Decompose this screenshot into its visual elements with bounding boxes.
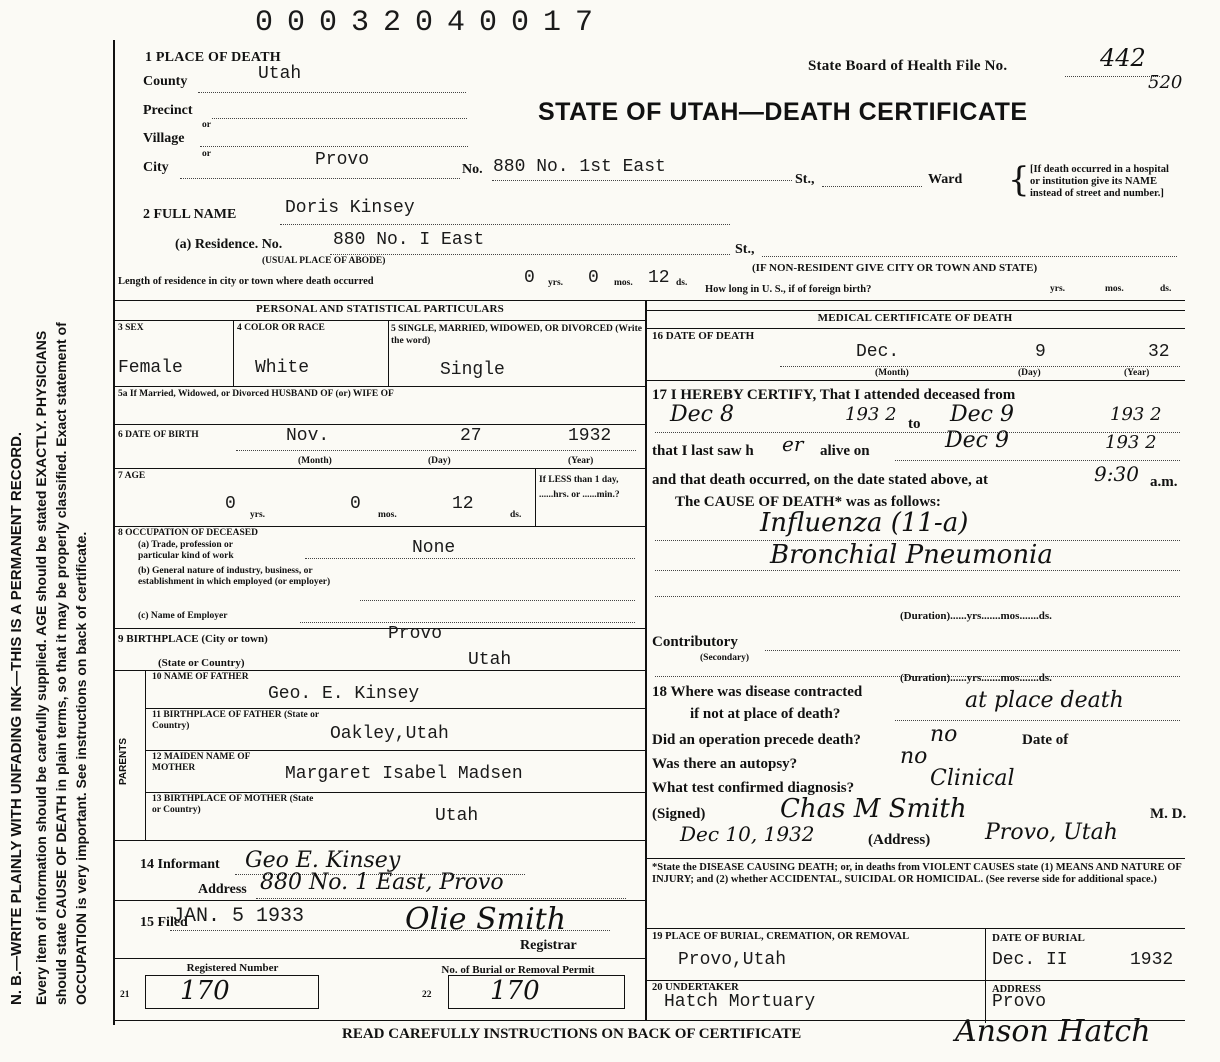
board-file-label: State Board of Health File No.: [808, 58, 1008, 74]
birthplace-state: Utah: [468, 650, 512, 670]
filed-value: JAN. 5 1933: [172, 905, 305, 928]
cause-1: Influenza (11-a): [760, 508, 969, 538]
sex-label: 3 SEX: [118, 323, 144, 333]
signed-label: (Signed): [652, 806, 706, 822]
undertaker-label: 20 UNDERTAKER: [652, 982, 739, 993]
dob-label: 6 DATE OF BIRTH: [118, 430, 199, 440]
full-name-label: 2 FULL NAME: [143, 207, 237, 222]
secondary-label: (Secondary): [700, 653, 750, 663]
side-instructions-3: should state CAUSE OF DEATH in plain terms, so that it may be properly classified. Exact statement of: [53, 322, 69, 1005]
registered-number-box: [145, 975, 319, 1009]
res-st-label: St.,: [735, 242, 755, 257]
father-birthplace-value: Oakley,Utah: [330, 724, 449, 744]
hospital-note: [If death occurred in a hospital or institution give its NAME instead of street and number.]: [1030, 164, 1169, 199]
undertaker-address-label: ADDRESS: [992, 984, 1042, 995]
duration-1: (Duration)......yrs.......mos.......ds.: [900, 610, 1052, 622]
age-mos-value: 0: [350, 494, 361, 514]
mother-label: 12 MAIDEN NAME OF MOTHER: [152, 752, 251, 773]
mother-birthplace-value: Utah: [435, 806, 479, 826]
personal-heading: PERSONAL AND STATISTICAL PARTICULARS: [256, 303, 504, 315]
parents-label: PARENTS: [118, 737, 129, 785]
age-label: 7 AGE: [118, 471, 146, 481]
cause-footnote: *State the DISEASE CAUSING DEATH; or, in deaths from VIOLENT CAUSES state (1) MEANS AND NATURE OF INJURY; and (2) whether ACCIDENTAL, SUICIDAL OR HOMICIDAL. (See reverse side for additional space.): [652, 862, 1182, 885]
ward-label: Ward: [928, 172, 963, 187]
dob-month-caption: (Month): [298, 456, 332, 466]
last-saw-her: er: [782, 432, 804, 456]
death-year: 32: [1148, 342, 1170, 362]
length-of-residence-label: Length of residence in city or town where death occurred: [118, 276, 374, 287]
dob-year-caption: (Year): [568, 456, 594, 466]
occupation-a-label: (a) Trade, profession or particular kind of work: [138, 540, 234, 561]
death-day-caption: (Day): [1018, 368, 1041, 378]
precinct-label: Precinct: [143, 103, 193, 118]
cause-label: The CAUSE OF DEATH* was as follows:: [675, 494, 941, 510]
street-no-label: No.: [462, 162, 483, 177]
side-instructions-2: Every item of information should be carefully supplied. AGE should be stated EXACTLY. PHYSICIANS: [33, 330, 49, 1005]
res-ds-value: 12: [648, 268, 670, 288]
us-yrs-label: yrs.: [1050, 284, 1066, 294]
attended-from: Dec 8: [670, 402, 734, 427]
q18-answer: at place death: [965, 688, 1124, 713]
burial-year-value: 1932: [1130, 950, 1174, 970]
number-22: 22: [422, 990, 432, 1000]
dob-day-caption: (Day): [428, 456, 451, 466]
am-label: a.m.: [1150, 474, 1178, 490]
burial-permit-label: No. of Burial or Removal Permit: [441, 964, 595, 976]
occupation-b-label: (b) General nature of industry, business, or establishment in which employed (or employer): [138, 566, 331, 587]
usual-abode-label: (USUAL PLACE OF ABODE): [262, 256, 386, 266]
frame-left: [113, 40, 115, 1025]
last-saw-label: that I last saw h: [652, 443, 754, 459]
village-label: Village: [143, 131, 185, 146]
physician-address: Provo, Utah: [985, 820, 1118, 845]
father-value: Geo. E. Kinsey: [268, 684, 420, 704]
residence-value: 880 No. I East: [333, 230, 485, 250]
alive-on-label: alive on: [820, 443, 870, 459]
brace-icon: {: [1008, 160, 1030, 200]
residence-label: (a) Residence. No.: [175, 237, 283, 252]
registrar-signature: Olie Smith: [405, 902, 567, 937]
md-label: M. D.: [1150, 806, 1187, 822]
res-mos-value: 0: [588, 268, 599, 288]
date-of-death-label: 16 DATE OF DEATH: [652, 330, 755, 342]
color-label: 4 COLOR OR RACE: [237, 323, 325, 333]
birthplace-city: Provo: [388, 624, 443, 644]
operation-label: Did an operation precede death?: [652, 732, 861, 748]
sex-value: Female: [118, 358, 183, 378]
informant-address-label: Address: [198, 882, 247, 897]
birthplace-label: 9 BIRTHPLACE (City or town): [118, 633, 268, 645]
death-month: Dec.: [856, 342, 900, 362]
age-yrs-value: 0: [225, 494, 236, 514]
burial-date-label: DATE OF BURIAL: [992, 932, 1085, 944]
informant-label: 14 Informant: [140, 857, 220, 872]
nonresident-label: (IF NON-RESIDENT GIVE CITY OR TOWN AND STATE): [752, 262, 1038, 274]
age-yrs-label: yrs.: [250, 510, 266, 520]
father-birthplace-label: 11 BIRTHPLACE OF FATHER (State or Country): [152, 710, 319, 731]
side-instructions-4: OCCUPATION is very important. See instructions on back of certificate.: [73, 531, 89, 1005]
us-ds-label: ds.: [1160, 284, 1172, 294]
undertaker-address-value: Provo: [992, 992, 1047, 1012]
attended-to: Dec 9: [950, 402, 1014, 427]
informant-address-value: 880 No. 1 East, Provo: [260, 870, 504, 895]
to-label: to: [908, 416, 921, 432]
city-label: City: [143, 160, 169, 175]
burial-date-value: Dec. II: [992, 950, 1068, 970]
marital-label: 5 SINGLE, MARRIED, WIDOWED, OR DIVORCED (Write the word): [391, 324, 642, 346]
operation-answer: no: [930, 722, 958, 747]
county-value: Utah: [258, 64, 302, 84]
q18-label-2: if not at place of death?: [690, 706, 841, 722]
occurred-label: and that death occurred, on the date stated above, at: [652, 472, 988, 488]
filed-label: 15 Filed: [140, 915, 188, 930]
informant-value: Geo E. Kinsey: [245, 848, 401, 873]
autopsy-label: Was there an autopsy?: [652, 756, 798, 772]
test-answer: Clinical: [930, 766, 1015, 791]
death-year-caption: (Year): [1124, 368, 1150, 378]
burial-place-value: Provo,Utah: [678, 950, 787, 970]
father-label: 10 NAME OF FATHER: [152, 672, 249, 682]
signed-date: Dec 10, 1932: [680, 822, 815, 846]
time-of-death: 9:30: [1094, 462, 1139, 486]
less-than-day-label: If LESS than 1 day, ......hrs. or ......min.?: [539, 475, 620, 500]
burial-place-label: 19 PLACE OF BURIAL, CREMATION, OR REMOVAL: [652, 931, 910, 942]
occupation-label: 8 OCCUPATION OF DECEASED: [118, 528, 258, 538]
registrar-label: Registrar: [520, 938, 577, 953]
mother-birthplace-label: 13 BIRTHPLACE OF MOTHER (State or Country): [152, 794, 314, 815]
dob-year: 1932: [568, 426, 612, 446]
marital-value: Single: [440, 360, 505, 380]
board-file-value: 442: [1100, 44, 1146, 72]
physician-signature: Chas M Smith: [780, 794, 967, 824]
county-label: County: [143, 74, 188, 89]
rule-center: [645, 300, 647, 1020]
physician-address-label: (Address): [868, 832, 931, 848]
footer-instructions: READ CAREFULLY INSTRUCTIONS ON BACK OF CERTIFICATE: [342, 1026, 802, 1042]
medical-heading: MEDICAL CERTIFICATE OF DEATH: [817, 312, 1013, 324]
place-of-death-heading: 1 PLACE OF DEATH: [145, 50, 281, 65]
birthplace-state-label: (State or Country): [158, 657, 245, 669]
attended-from-year: 193 2: [845, 404, 897, 425]
res-ds-label: ds.: [676, 278, 688, 288]
age-ds-label: ds.: [510, 510, 522, 520]
burial-permit-value: 170: [490, 976, 540, 1006]
mother-value: Margaret Isabel Madsen: [285, 764, 523, 784]
q18-label: 18 Where was disease contracted: [652, 684, 863, 700]
certify-text: 17 I HEREBY CERTIFY, That I attended deceased from: [652, 387, 1016, 403]
full-name-value: Doris Kinsey: [285, 198, 415, 218]
death-day: 9: [1035, 342, 1046, 362]
death-month-caption: (Month): [875, 368, 909, 378]
footer-signature: Anson Hatch: [955, 1014, 1151, 1049]
age-mos-label: mos.: [378, 510, 397, 520]
board-file-extra: 520: [1148, 72, 1183, 93]
dob-month: Nov.: [286, 426, 330, 446]
occupation-c-label: (c) Name of Employer: [138, 611, 228, 621]
us-mos-label: mos.: [1105, 284, 1124, 294]
age-ds-value: 12: [452, 494, 474, 514]
city-value: Provo: [315, 150, 370, 170]
serial-number: 00032040017: [255, 6, 608, 40]
street-no-value: 880 No. 1st East: [493, 157, 666, 177]
duration-2: (Duration)......yrs.......mos.......ds.: [900, 672, 1052, 684]
color-value: White: [255, 358, 310, 378]
res-yrs-label: yrs.: [548, 278, 564, 288]
dob-day: 27: [460, 426, 482, 446]
contributory-label: Contributory: [652, 634, 738, 650]
or-2: or: [202, 149, 211, 159]
or-1: or: [202, 120, 211, 130]
husband-label: 5a If Married, Widowed, or Divorced HUSBAND OF (or) WIFE OF: [118, 389, 394, 399]
operation-date-label: Date of: [1022, 732, 1069, 748]
alive-year: 193 2: [1105, 432, 1157, 453]
cause-2: Bronchial Pneumonia: [770, 540, 1053, 570]
registered-number-label: Registered Number: [186, 962, 279, 974]
res-yrs-value: 0: [524, 268, 535, 288]
registered-number-value: 170: [180, 976, 230, 1006]
test-label: What test confirmed diagnosis?: [652, 780, 855, 796]
number-21: 21: [120, 990, 130, 1000]
certificate-title: STATE OF UTAH—DEATH CERTIFICATE: [538, 98, 1028, 126]
st-label: St.,: [795, 172, 815, 187]
undertaker-value: Hatch Mortuary: [664, 992, 816, 1012]
alive-date: Dec 9: [945, 428, 1009, 453]
rule-top: [115, 300, 1185, 301]
autopsy-answer: no: [900, 744, 928, 769]
attended-to-year: 193 2: [1110, 404, 1162, 425]
side-instructions-1: N. B.—WRITE PLAINLY WITH UNFADING INK—THIS IS A PERMANENT RECORD.: [8, 431, 25, 1005]
foreign-birth-label: How long in U. S., if of foreign birth?: [705, 284, 872, 295]
res-mos-label: mos.: [614, 278, 633, 288]
occupation-value: None: [412, 538, 456, 558]
